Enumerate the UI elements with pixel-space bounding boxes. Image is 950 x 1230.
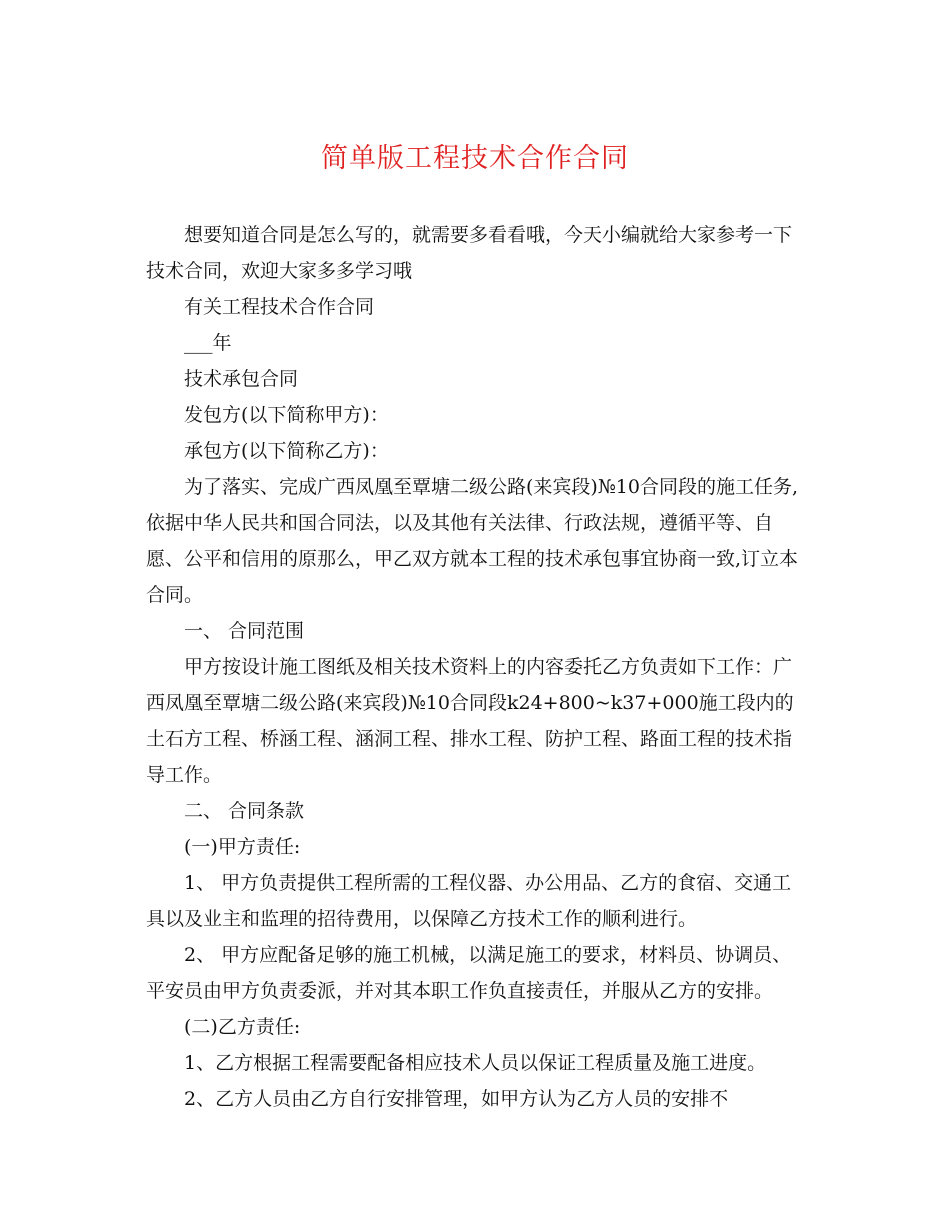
paragraph-intro: 想要知道合同是怎么写的，就需要多看看哦，今天小编就给大家参考一下技术合同，欢迎大家多多学习哦 xyxy=(146,224,793,282)
paragraph-contract-type: 技术承包合同 xyxy=(184,368,299,390)
section-heading-scope: 一、 合同范围 xyxy=(184,620,305,642)
section-heading-terms: 二、 合同条款 xyxy=(184,800,305,822)
document-title: 简单版工程技术合作合同 xyxy=(321,143,629,174)
subheading-party-a-duties: (一)甲方责任: xyxy=(184,836,301,858)
paragraph-scope: 甲方按设计施工图纸及相关技术资料上的内容委托乙方负责如下工作：广西凤凰至覃塘二级公路(来宾段)№10合同段k24+800~k37+000施工段内的土石方工程、桥涵工程、涵洞工程、排水工程、防护工程、路面工程的技术指导工作。 xyxy=(146,656,794,786)
paragraph-party-a-duty-1: 1、 甲方负责提供工程所需的工程仪器、办公用品、乙方的食宿、交通工具以及业主和监理的招待费用，以保障乙方技术工作的顺利进行。 xyxy=(146,872,792,930)
paragraph-party-b-duty-2: 2、乙方人员由乙方自行安排管理，如甲方认为乙方人员的安排不 xyxy=(184,1088,729,1110)
subheading-party-b-duties: (二)乙方责任: xyxy=(184,1016,301,1038)
document-body xyxy=(146,217,806,1117)
paragraph-subtitle: 有关工程技术合作合同 xyxy=(184,296,375,318)
paragraph-party-b: 承包方(以下简称乙方)： xyxy=(184,440,389,462)
paragraph-purpose: 为了落实、完成广西凤凰至覃塘二级公路(来宾段)№10合同段的施工任务,依据中华人民共和国合同法，以及其他有关法律、行政法规，遵循平等、自愿、公平和信用的原那么，甲乙双方就本工程的技术承包事宜协商一致,订立本合同。 xyxy=(146,476,799,606)
paragraph-party-a-duty-2: 2、 甲方应配备足够的施工机械，以满足施工的要求，材料员、协调员、平安员由甲方负责委派，并对其本职工作负直接责任，并服从乙方的安排。 xyxy=(146,944,792,1002)
paragraph-year: ___年 xyxy=(184,332,232,354)
paragraph-party-b-duty-1: 1、乙方根据工程需要配备相应技术人员以保证工程质量及施工进度。 xyxy=(184,1052,767,1074)
paragraph-party-a: 发包方(以下简称甲方)： xyxy=(184,404,389,426)
